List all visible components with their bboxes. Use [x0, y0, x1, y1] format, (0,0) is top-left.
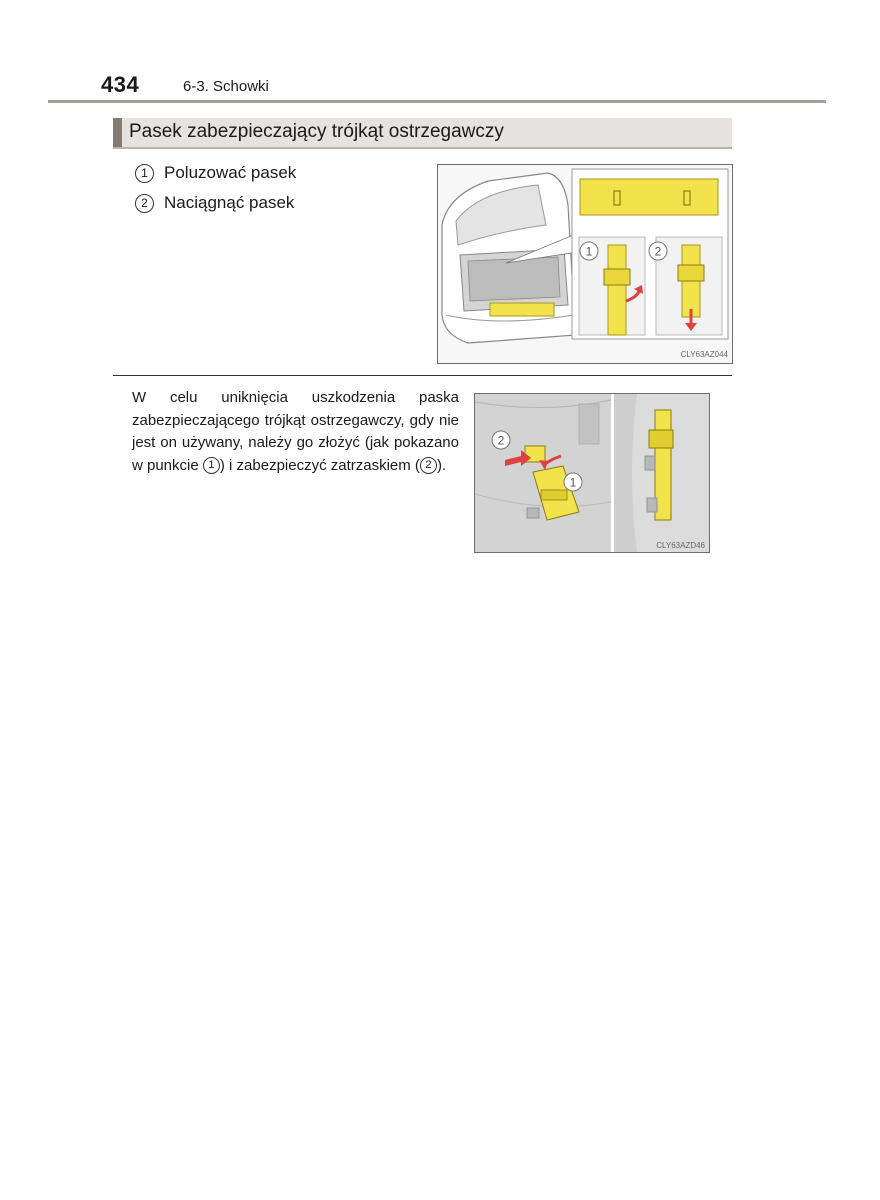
latch-illustration [474, 393, 710, 553]
step-item-1 [135, 162, 296, 184]
header-rule [48, 100, 826, 103]
strap-illustration-graphic [438, 165, 732, 363]
note-marker-2: 2 [420, 457, 437, 474]
step-item-2 [135, 192, 294, 214]
section-title: Pasek zabezpieczający trójkąt ostrzegawczy [129, 121, 504, 142]
step-marker: 2 [135, 194, 154, 213]
step-text: Naciągnąć pasek [164, 193, 295, 212]
figure-marker-1: 1 [585, 244, 593, 259]
figure-marker-2: 2 [497, 433, 505, 448]
figure-code: CLY63AZD46 [656, 541, 705, 550]
note-text-part3: ). [436, 456, 447, 474]
page-number: 434 [101, 72, 140, 97]
strap-illustration [437, 164, 733, 364]
step-text: Poluzować pasek [164, 163, 297, 182]
figure-code: CLY63AZ044 [680, 350, 728, 359]
note-text-part1: W celu uniknięcia uszkodzenia paska zabezpieczającego trójkąt ostrzegawczy, gdy nie jest on używany, należy go złożyć (jak pokazano w punkcie [132, 389, 459, 474]
latch-illustration-graphic [475, 394, 709, 552]
figure-marker-2: 2 [654, 244, 662, 259]
step-marker: 1 [135, 164, 154, 183]
figure-marker-1: 1 [569, 475, 577, 490]
section-divider [113, 375, 732, 376]
storage-note [132, 387, 459, 477]
section-reference: 6-3. Schowki [183, 78, 269, 95]
note-marker-1: 1 [203, 457, 220, 474]
section-title-bar [113, 118, 732, 149]
note-text-part2: ) i zabezpieczyć zatrzaskiem ( [219, 456, 420, 474]
